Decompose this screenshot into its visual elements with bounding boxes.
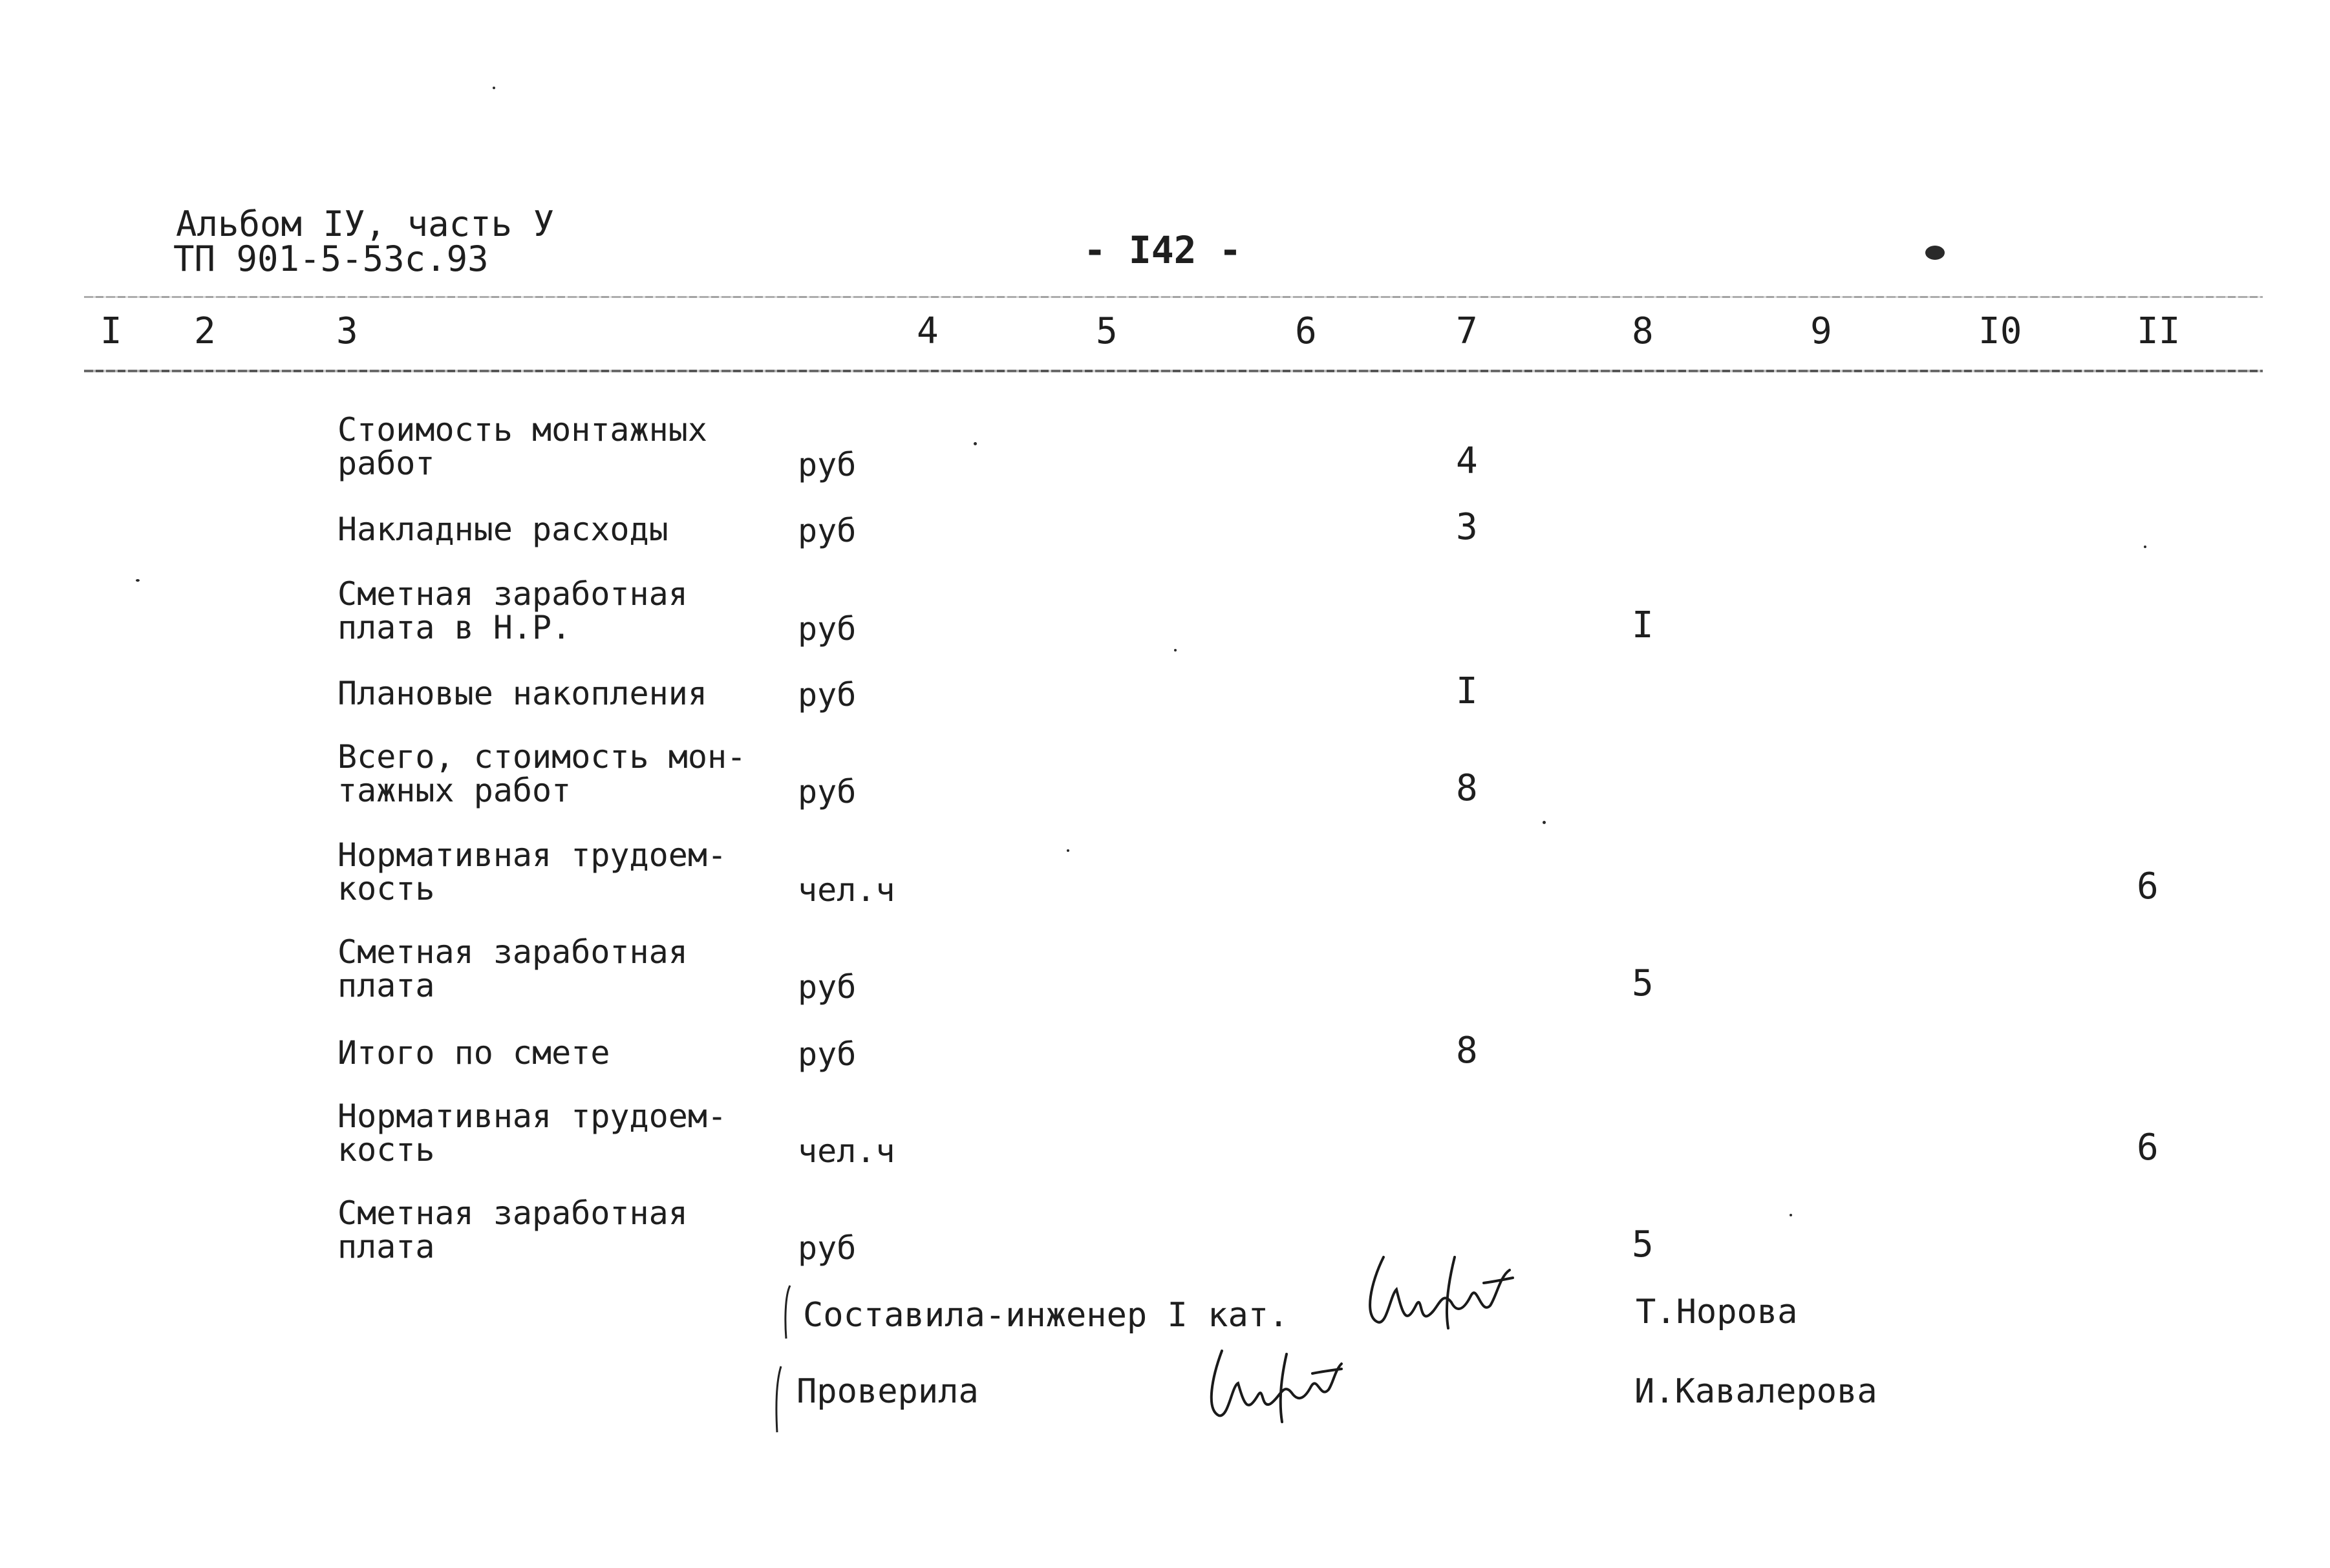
header-bottom-rule [84, 370, 2263, 372]
column-number: 4 [917, 310, 939, 352]
row-value-c7: I [1456, 670, 1478, 712]
column-number: 6 [1295, 310, 1317, 352]
checked-by-label: Проверила [796, 1372, 979, 1411]
row-name-line: Сметная заработная [337, 933, 688, 971]
project-code: ТП 901-5-53с.93 [173, 238, 489, 279]
header-top-rule [84, 296, 2263, 298]
row-unit: руб [798, 968, 857, 1006]
row-value-c8: 5 [1632, 1224, 1654, 1266]
column-number: I [100, 310, 122, 352]
row-name-line: Нормативная трудоем- [337, 1097, 727, 1135]
compiled-signature-icon [1358, 1244, 1526, 1354]
row-name-line: Сметная заработная [337, 1194, 688, 1232]
row-unit: руб [798, 1229, 857, 1267]
row-value-c8: 5 [1632, 962, 1654, 1004]
compiled-by-name: Т.Норова [1636, 1293, 1798, 1331]
speck [974, 442, 977, 445]
column-number: 7 [1456, 310, 1478, 352]
row-unit: чел.ч [798, 1132, 895, 1170]
row-value-c8: I [1632, 604, 1654, 646]
row-unit: руб [798, 610, 857, 648]
row-value-c11: 6 [2137, 1127, 2159, 1169]
page-number: - I42 - [1084, 228, 1242, 272]
row-name-line: Накладные расходы [337, 511, 668, 548]
speck [1790, 1214, 1792, 1216]
row-value-c7: 8 [1456, 767, 1478, 809]
row-name-line: кость [337, 1131, 435, 1169]
row-name-line: кость [337, 870, 435, 907]
column-number: 8 [1632, 310, 1654, 352]
checked-signature-icon [1196, 1325, 1351, 1435]
row-name-line: плата [337, 967, 435, 1004]
row-value-c7: 3 [1456, 506, 1478, 548]
row-unit: руб [798, 773, 857, 810]
row-name-line: Стоимость монтажных [337, 411, 707, 449]
row-unit: руб [798, 1035, 857, 1073]
row-name-line: Нормативная трудоем- [337, 836, 727, 874]
row-name-line: Сметная заработная [337, 575, 688, 613]
row-name-line: тажных работ [337, 772, 572, 809]
row-name-line: Плановые накопления [337, 675, 707, 712]
speck [2144, 546, 2146, 548]
row-value-c11: 6 [2137, 865, 2159, 907]
column-number: 9 [1810, 310, 1832, 352]
column-number: II [2137, 310, 2181, 352]
row-unit: чел.ч [798, 871, 895, 909]
row-name-line: Всего, стоимость мон- [337, 738, 747, 776]
speck [493, 87, 495, 89]
row-name-line: Итого по смете [337, 1034, 610, 1072]
speck [136, 579, 140, 582]
row-name-line: работ [337, 445, 435, 482]
column-number: 5 [1096, 310, 1118, 352]
row-name-line: плата [337, 1228, 435, 1266]
column-number: 3 [336, 310, 358, 352]
row-unit: руб [798, 512, 857, 549]
speck [1067, 849, 1069, 852]
row-value-c7: 8 [1456, 1030, 1478, 1072]
row-name-line: плата в Н.Р. [337, 609, 572, 646]
column-number: I0 [1978, 310, 2022, 352]
album-label: Альбом IУ, часть У [176, 204, 555, 244]
speck [1174, 649, 1177, 652]
speck [1543, 821, 1546, 824]
row-unit: руб [798, 446, 857, 483]
checked-by-name: И.Кавалерова [1634, 1372, 1877, 1411]
ink-blot [1925, 246, 1945, 260]
row-value-c7: 4 [1456, 440, 1478, 482]
column-number: 2 [194, 310, 216, 352]
compiled-by-label: Составила-инженер I кат. [803, 1296, 1289, 1335]
compiled-bracket [782, 1283, 791, 1341]
row-unit: руб [798, 676, 857, 714]
checked-bracket [773, 1364, 782, 1435]
